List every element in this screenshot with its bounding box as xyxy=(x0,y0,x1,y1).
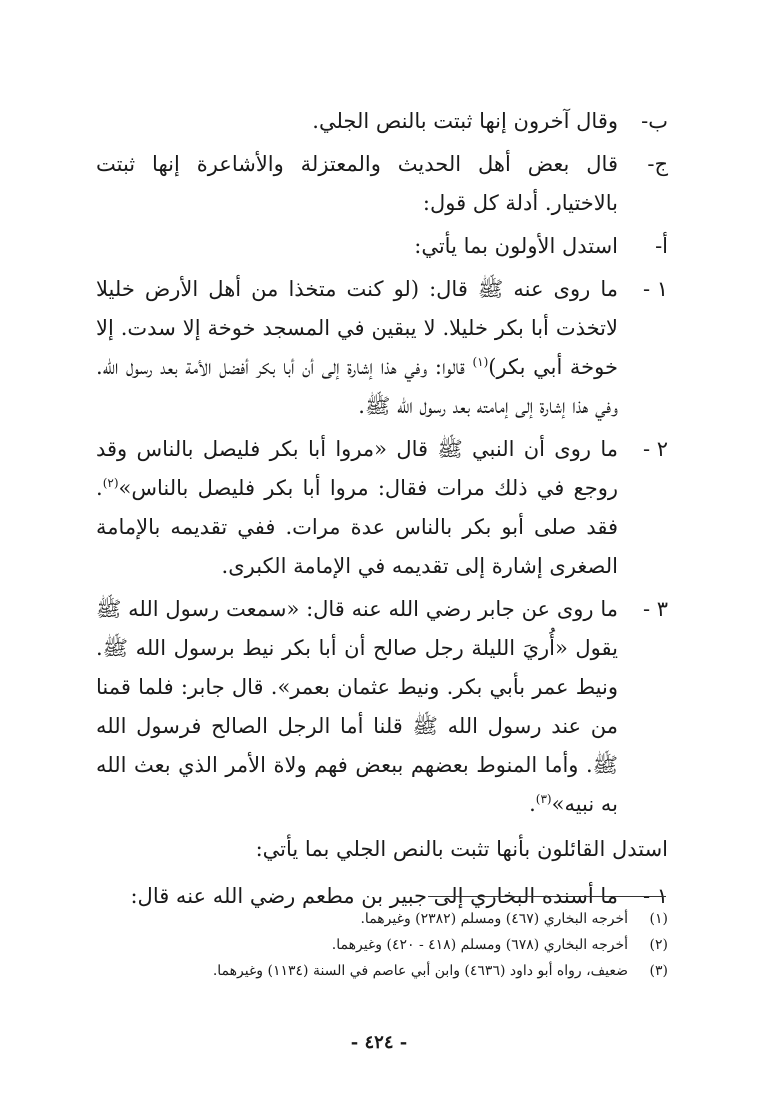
evidence-marker: ٢ - xyxy=(642,437,668,461)
evidence-marker: ١ - xyxy=(642,277,668,301)
evidence-1 xyxy=(96,270,668,426)
footnote xyxy=(96,906,668,932)
footnote-number: (٢) xyxy=(649,937,668,953)
evidence-marker: ١ - xyxy=(642,884,668,908)
footnote-ref[interactable]: (٢) xyxy=(102,476,119,490)
evidence-text: ما روى عن جابر رضي الله عنه قال: «سمعت رسول الله ﷺ يقول «أُريَ الليلة رجل صالح أن أبا بكر نيط برسول الله ﷺ. ونيط عمر بأبي بكر. ونيط عثمان بعمر». قال جابر: فلما قمنا من عند رسول الله ﷺ قلنا أما الرجل الصالح فرسول الله ﷺ. وأما المنوط بعضهم ببعض فهم ولاة الأمر الذي بعث الله به نبيه»$^{(٣)}$. xyxy=(96,597,618,816)
evidence-3 xyxy=(96,590,668,824)
footnote-divider xyxy=(428,896,666,897)
point-marker: أ‌- xyxy=(655,234,668,258)
evidence-2 xyxy=(96,430,668,586)
evidence-marker: ٣ - xyxy=(642,597,668,621)
footnotes xyxy=(96,906,668,984)
footnote-text: أخرجه البخاري (٦٧٨) ومسلم (٤١٨ - ٤٢٠) وغيرهما. xyxy=(331,937,628,953)
point-marker: ج‌- xyxy=(647,152,668,176)
point-text: استدل الأولون بما يأتي: xyxy=(414,234,618,258)
point-marker: ب‌- xyxy=(641,109,668,133)
footnote-text: أخرجه البخاري (٤٦٧) ومسلم (٢٣٨٢) وغيرهما. xyxy=(360,911,628,927)
page-number: - ٤٢٤ - xyxy=(350,1032,408,1053)
footnote-number: (١) xyxy=(649,911,668,927)
footnote xyxy=(96,932,668,958)
point-a xyxy=(96,227,668,266)
footnote-ref[interactable]: (١) xyxy=(472,355,489,369)
footnote xyxy=(96,958,668,984)
point-j xyxy=(96,145,668,223)
point-text: قال بعض أهل الحديث والمعتزلة والأشاعرة إنها ثبتت بالاختيار. أدلة كل قول: xyxy=(96,152,618,215)
evidence-text: ما روى أن النبي ﷺ قال «مروا أبا بكر فليصل بالناس وقد روجع في ذلك مرات فقال: مروا أبا بكر فليصل بالناس»$^{(٢)}$. فقد صلى أبو بكر بالناس عدة مرات. ففي تقديمه بالإمامة الصغرى إشارة إلى تقديمه في الإمامة الكبرى. xyxy=(96,437,618,578)
evidence-text: ما أسنده البخاري إلى جبير بن مطعم رضي الله عنه قال: xyxy=(130,884,618,908)
point-b xyxy=(96,102,668,141)
evidence-text: ما روى عنه ﷺ قال: (لو كنت متخذا من أهل الأرض خليلا لاتخذت أبا بكر خليلا. لا يبقين في المسجد خوخة إلا سدت. إلا خوخة أبي بكر)$^{(١)}$ قالوا: وفي هذا إشارة إلى أن أبا بكر أفضل الأمة بعد رسول الله. وفي هذا إشارة إلى إمامته بعد رسول الله ﷺ. xyxy=(96,277,618,418)
footnote-ref[interactable]: (٣) xyxy=(535,792,552,806)
point-text: وقال آخرون إنها ثبتت بالنص الجلي. xyxy=(312,109,618,133)
main-text xyxy=(96,102,668,920)
footnote-text: ضعيف، رواه أبو داود (٤٦٣٦) وابن أبي عاصم في السنة (١١٣٤) وغيرهما. xyxy=(212,963,628,979)
footnote-number: (٣) xyxy=(649,963,668,979)
second-intro: استدل القائلون بأنها تثبت بالنص الجلي بما يأتي: xyxy=(255,837,668,861)
